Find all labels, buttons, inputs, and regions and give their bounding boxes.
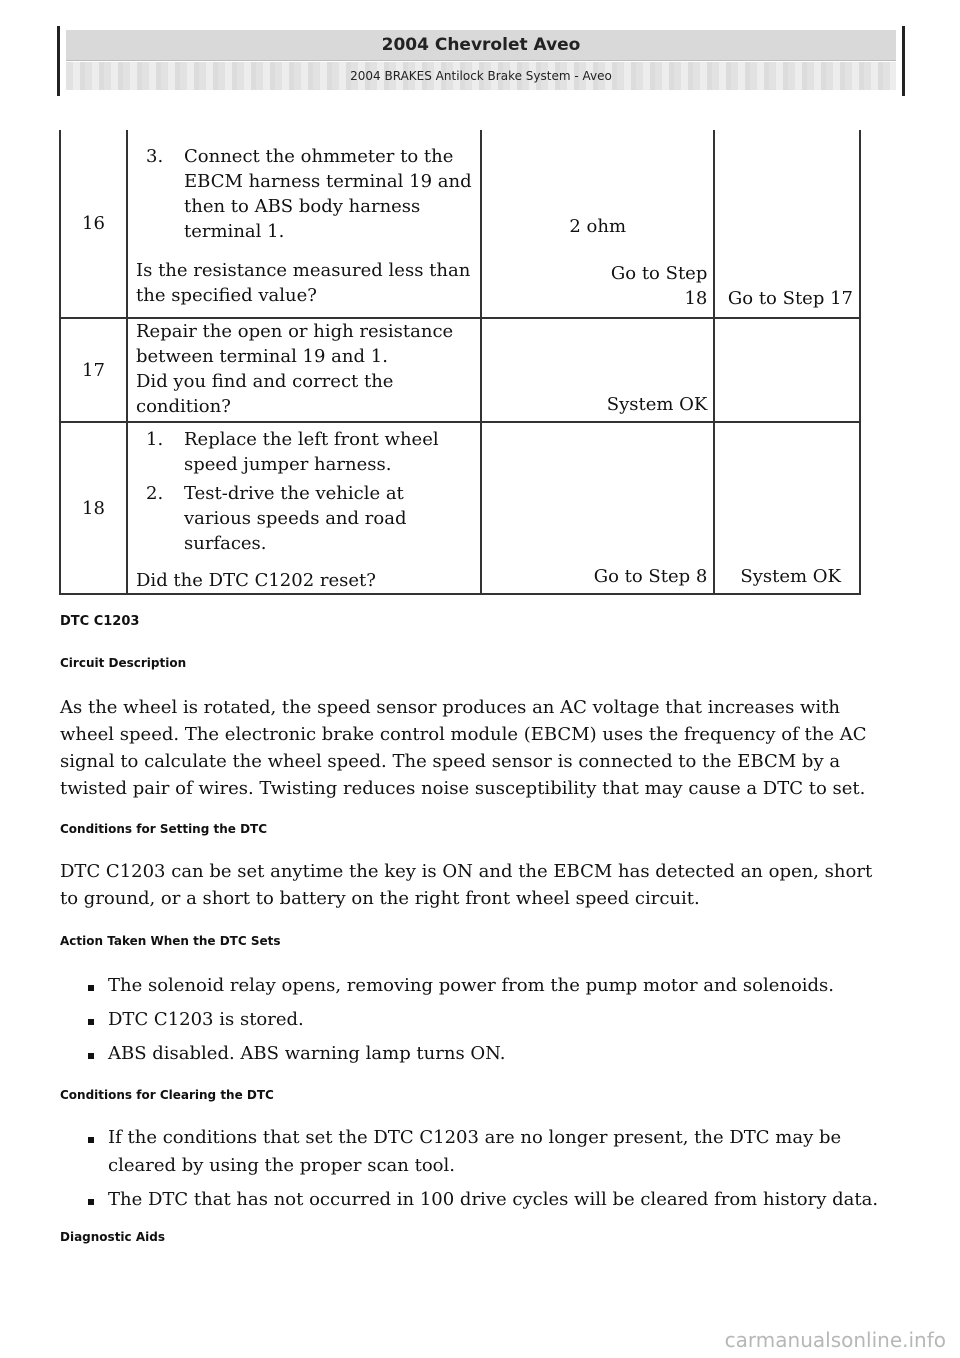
- substep-list: [136, 427, 474, 556]
- action-cell: [127, 318, 481, 422]
- list-item: [88, 1006, 888, 1034]
- substep-number: 1.: [146, 429, 164, 450]
- no-cell: [714, 130, 860, 318]
- action-list: [88, 972, 888, 1074]
- value-cell: [481, 422, 714, 594]
- list-item: [88, 1186, 888, 1214]
- bullet-icon: [88, 1019, 94, 1025]
- substep-number: 3.: [146, 146, 164, 167]
- value-cell: [481, 318, 714, 422]
- substep-number: 2.: [146, 483, 164, 504]
- step-action: Repair the open or high resistance between terminal 19 and 1.: [136, 321, 454, 367]
- list-item: [88, 972, 888, 1000]
- section-heading-circuit: Circuit Description: [60, 656, 187, 670]
- page-header: [57, 26, 905, 96]
- list-item: [88, 1124, 888, 1180]
- section-heading-setting: Conditions for Setting the DTC: [60, 822, 268, 836]
- conditions-setting-text: DTC C1203 can be set anytime the key is ON and the EBCM has detected an open, short to ground, or a short to battery on the right front wheel speed circuit.: [60, 861, 873, 909]
- value-cell: [481, 130, 714, 318]
- table-row: [60, 130, 860, 318]
- list-item-text: If the conditions that set the DTC C1203 are no longer present, the DTC may be cleared by using the proper scan tool.: [108, 1127, 842, 1176]
- spec-value: 2 ohm: [569, 216, 627, 237]
- step-number: 16: [60, 130, 127, 318]
- header-title: 2004 Chevrolet Aveo: [66, 30, 896, 61]
- watermark: carmanualsonline.info: [724, 1328, 946, 1352]
- no-action: System OK: [740, 566, 841, 587]
- circuit-description-text: As the wheel is rotated, the speed sensor produces an AC voltage that increases with wheel speed. The electronic brake control module (EBCM) uses the frequency of the AC signal to calculate the wheel speed. The speed sensor is connected to the EBCM by a twisted pair of wires. Twisting reduces noise susceptibility that may cause a DTC to set.: [60, 697, 867, 799]
- section-heading-diagnostic-aids: Diagnostic Aids: [60, 1230, 165, 1244]
- substep: [136, 144, 474, 244]
- substep-list: [136, 144, 474, 244]
- step-number: 18: [60, 422, 127, 594]
- yes-action: System OK: [606, 394, 708, 415]
- list-item-text: The DTC that has not occurred in 100 drive cycles will be cleared from history data.: [108, 1189, 879, 1210]
- bullet-icon: [88, 1199, 94, 1205]
- list-item: [88, 1040, 888, 1068]
- header-subtitle: 2004 BRAKES Antilock Brake System - Aveo: [66, 62, 896, 90]
- substep-text: Connect the ohmmeter to the EBCM harness terminal 19 and then to ABS body harness terminal 1.: [184, 146, 472, 242]
- bullet-icon: [88, 1053, 94, 1059]
- step-question: Did you find and correct the condition?: [136, 371, 394, 417]
- yes-action: Go to Step 18: [610, 263, 708, 309]
- substep: [136, 427, 474, 477]
- list-item-text: The solenoid relay opens, removing power from the pump motor and solenoids.: [108, 975, 835, 996]
- bullet-icon: [88, 1137, 94, 1143]
- section-heading-clearing: Conditions for Clearing the DTC: [60, 1088, 274, 1102]
- table-row: [60, 422, 860, 594]
- step-question: Is the resistance measured less than the specified value?: [136, 260, 471, 306]
- no-action: Go to Step 17: [727, 288, 853, 309]
- no-cell: [714, 422, 860, 594]
- bullet-icon: [88, 985, 94, 991]
- dtc-title: DTC C1203: [60, 614, 140, 629]
- diagnostic-table: [59, 130, 861, 595]
- substep-text: Test-drive the vehicle at various speeds and road surfaces.: [184, 483, 407, 554]
- step-number: 17: [60, 318, 127, 422]
- no-cell: [714, 318, 860, 422]
- list-item-text: ABS disabled. ABS warning lamp turns ON.: [108, 1043, 506, 1064]
- action-cell: [127, 130, 481, 318]
- action-cell: [127, 422, 481, 594]
- list-item-text: DTC C1203 is stored.: [108, 1009, 304, 1030]
- table-row: [60, 318, 860, 422]
- section-heading-action: Action Taken When the DTC Sets: [60, 934, 281, 948]
- clearing-list: [88, 1124, 888, 1220]
- substep: [136, 481, 474, 556]
- yes-action: Go to Step 8: [593, 566, 708, 587]
- substep-text: Replace the left front wheel speed jumper harness.: [184, 429, 439, 475]
- step-question: Did the DTC C1202 reset?: [136, 570, 376, 591]
